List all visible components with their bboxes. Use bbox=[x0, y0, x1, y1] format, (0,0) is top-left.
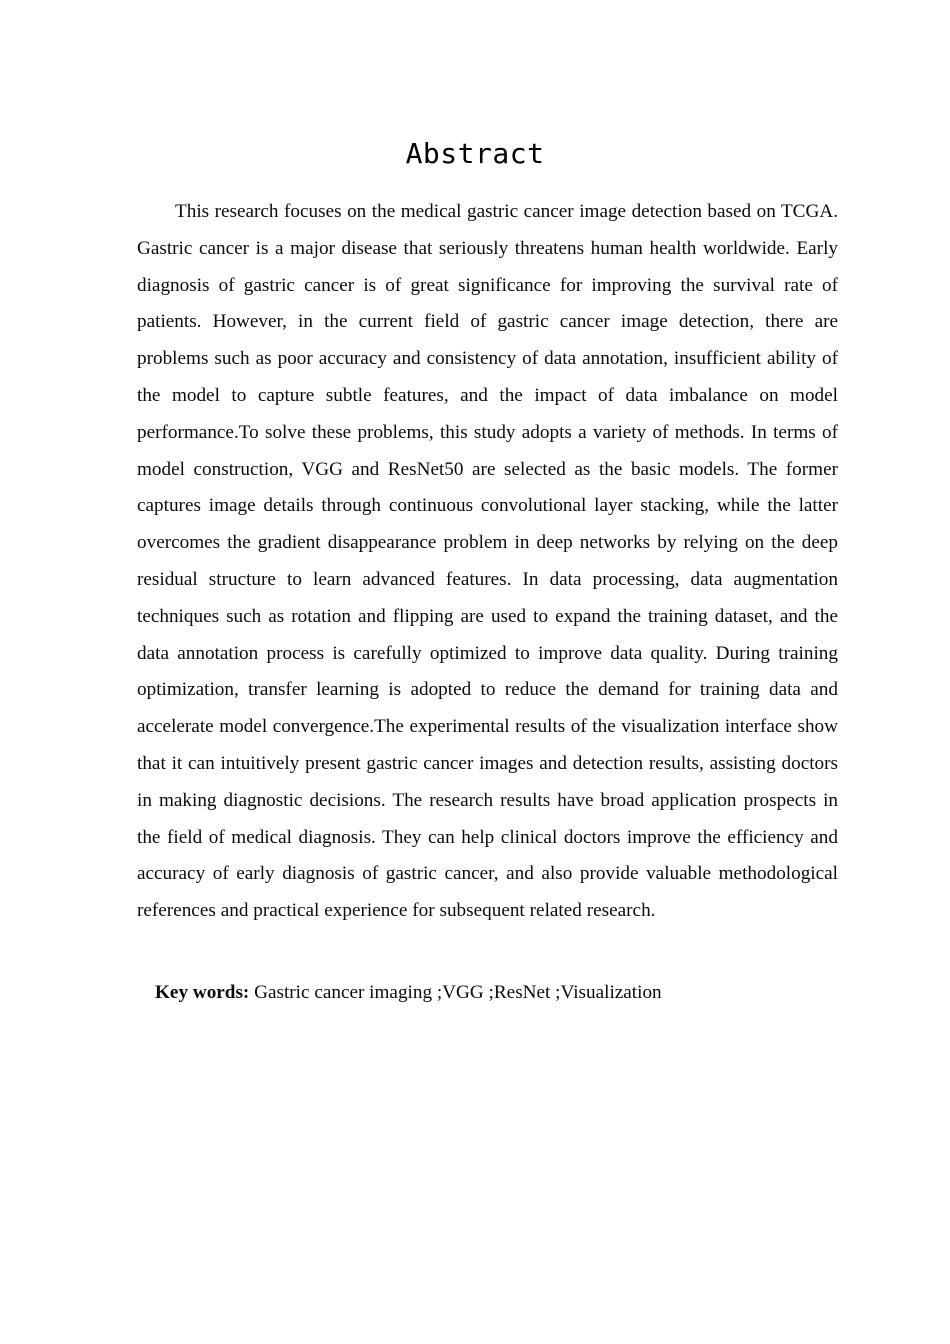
keywords-line bbox=[155, 978, 845, 1008]
keywords-value: Gastric cancer imaging ;VGG ;ResNet ;Visualization bbox=[249, 982, 662, 1003]
keywords-label: Key words: bbox=[155, 982, 250, 1003]
abstract-paragraph: This research focuses on the medical gastric cancer image detection based on TCGA. Gastric cancer is a major disease that seriously threatens human health worldwide. Early diagnosis of gastric cancer is of great significance for improving the survival rate of patients. However, in the current field of gastric cancer image detection, there are problems such as poor accuracy and consistency of data annotation, insufficient ability of the model to capture subtle features, and the impact of data imbalance on model performance.To solve these problems, this study adopts a variety of methods. In terms of model construction, VGG and ResNet50 are selected as the basic models. The former captures image details through continuous convolutional layer stacking, while the latter overcomes the gradient disappearance problem in deep networks by relying on the deep residual structure to learn advanced features. In data processing, data augmentation techniques such as rotation and flipping are used to expand the training dataset, and the data annotation process is carefully optimized to improve data quality. During training optimization, transfer learning is adopted to reduce the demand for training data and accelerate model convergence.The experimental results of the visualization interface show that it can intuitively present gastric cancer images and detection results, assisting doctors in making diagnostic decisions. The research results have broad application prospects in the field of medical diagnosis. They can help clinical doctors improve the efficiency and accuracy of early diagnosis of gastric cancer, and also provide valuable methodological references and practical experience for subsequent related research. bbox=[137, 201, 838, 922]
abstract-body bbox=[137, 194, 838, 930]
page-title: Abstract bbox=[405, 136, 545, 170]
